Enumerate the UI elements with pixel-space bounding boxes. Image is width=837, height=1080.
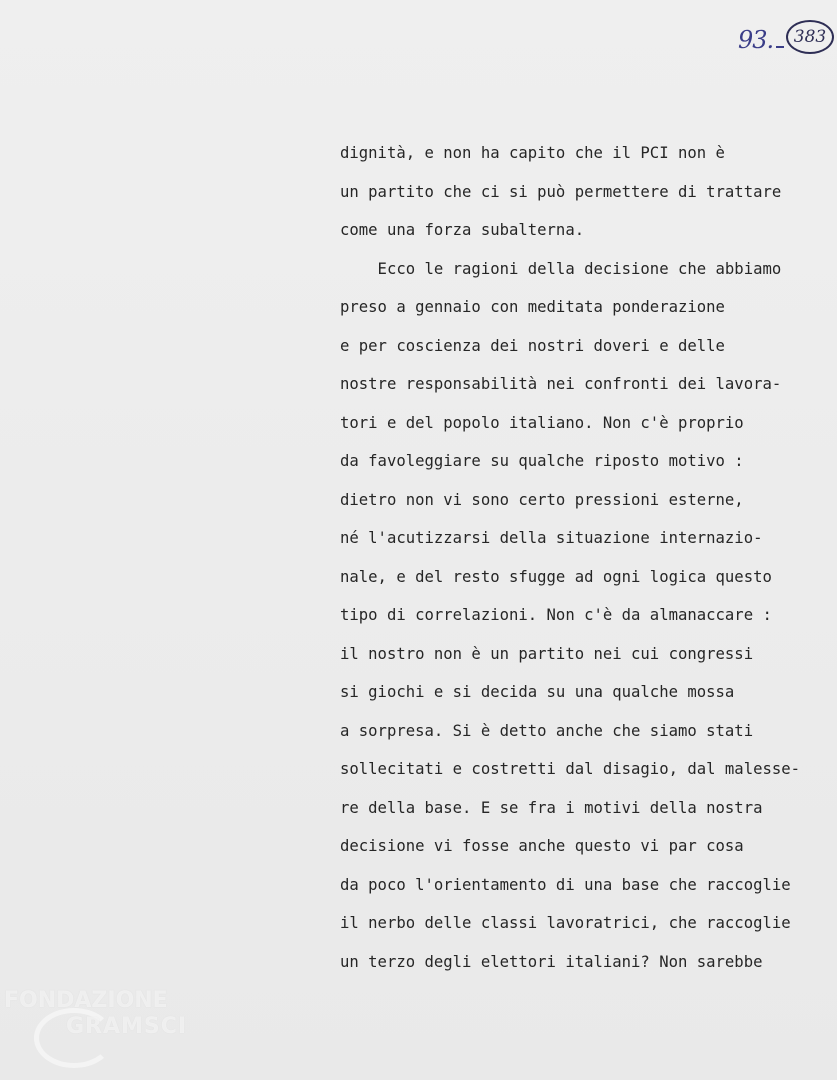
text-line: a sorpresa. Si è detto anche che siamo stati: [340, 721, 754, 740]
text-line: sollecitati e costretti dal disagio, dal malesse-: [340, 760, 801, 778]
logo-text-line2: GRAMSCI: [66, 1014, 188, 1039]
page-number-dash: [776, 46, 784, 48]
fondazione-gramsci-logo: [4, 988, 204, 1068]
logo-text-line1: FONDAZIONE: [4, 988, 168, 1013]
text-line: un partito che ci si può permettere di trattare: [340, 182, 782, 201]
text-line: il nerbo delle classi lavoratrici, che raccoglie: [340, 914, 791, 932]
page-number: [738, 20, 836, 60]
text-line: nostre responsabilità nei confronti dei lavora-: [340, 375, 782, 393]
text-line: né l'acutizzarsi della situazione internazio-: [340, 529, 763, 547]
typed-text-body: [340, 134, 820, 981]
text-line: un terzo degli elettori italiani? Non sarebbe: [340, 952, 763, 971]
text-line: e per coscienza dei nostri doveri e delle: [340, 336, 725, 355]
text-line: preso a gennaio con meditata ponderazione: [340, 298, 725, 316]
text-line: dignità, e non ha capito che il PCI non è: [340, 144, 725, 162]
text-line: decisione vi fosse anche questo vi par cosa: [340, 837, 744, 855]
circled-page-number: 383: [786, 20, 834, 54]
text-line: tori e del popolo italiano. Non c'è proprio: [340, 413, 744, 432]
text-line: re della base. E se fra i motivi della nostra: [340, 798, 763, 817]
text-line: come una forza subalterna.: [340, 221, 585, 239]
text-line: da poco l'orientamento di una base che raccoglie: [340, 875, 791, 894]
text-line: nale, e del resto sfugge ad ogni logica questo: [340, 567, 772, 586]
text-line: Ecco le ragioni della decisione che abbiamo: [340, 259, 782, 278]
text-line: il nostro non è un partito nei cui congressi: [340, 644, 754, 663]
text-line: tipo di correlazioni. Non c'è da almanaccare :: [340, 606, 772, 624]
text-line: dietro non vi sono certo pressioni esterne,: [340, 490, 744, 509]
text-line: si giochi e si decida su una qualche mossa: [340, 683, 735, 701]
text-line: da favoleggiare su qualche riposto motivo :: [340, 452, 744, 470]
handwritten-page-number: 93.: [738, 26, 774, 54]
